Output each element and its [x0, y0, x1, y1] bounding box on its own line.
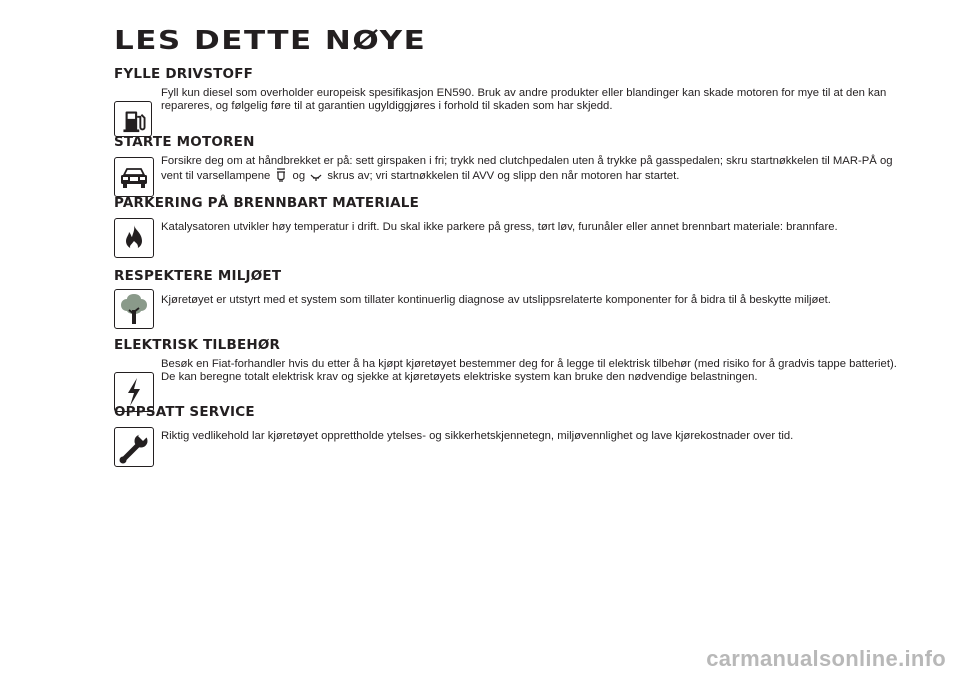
glow-plug-icon — [275, 168, 287, 182]
watermark-text: carmanualsonline.info — [706, 646, 946, 671]
section-text: Katalysatoren utvikler høy temperatur i drift. Du skal ikke parkere på gress, tørt løv, furunåler eller annet brennbart materiale: brannfare. — [161, 221, 838, 233]
section-heading: ELEKTRISK TILBEHØR — [114, 337, 281, 353]
fuel-pump-icon — [114, 101, 152, 137]
section-text: Kjøretøyet er utstyrt med et system som tillater kontinuerlig diagnose av utslippsrelaterte komponenter for å bidra til å beskytte miljøet. — [161, 294, 831, 306]
section-service — [114, 404, 914, 443]
section-text: Riktig vedlikehold lar kjøretøyet opprettholde ytelses- og sikkerhetskjennetegn, miljøvennlighet og lave kjørekostnader over tid. — [161, 430, 794, 442]
car-front-icon — [114, 157, 154, 197]
text-after: skrus av; vri startnøkkelen til AVV og slipp den når motoren har startet. — [327, 170, 680, 182]
text-middle: og — [292, 170, 306, 182]
section-heading: PARKERING PÅ BRENNBART MATERIALE — [114, 195, 420, 211]
section-text: Besøk en Fiat-forhandler hvis du etter å ha kjøpt kjøretøyet bestemmer deg for å legge til elektrisk tilbehør (med risiko for å gradvis tappe batteriet). De kan beregne totalt elektrisk krav og sjekke at kjøretøyets elektriske system kan bruke den nødvendige belastningen. — [161, 358, 897, 383]
section-start-engine — [114, 134, 914, 183]
section-electrical — [114, 337, 914, 384]
warning-lamp-icon — [310, 174, 322, 182]
section-heading: FYLLE DRIVSTOFF — [114, 66, 254, 82]
wrench-icon — [114, 427, 154, 467]
section-heading: OPPSATT SERVICE — [114, 404, 255, 420]
section-parking — [114, 195, 914, 234]
section-heading: RESPEKTERE MILJØET — [114, 268, 282, 284]
section-heading: STARTE MOTOREN — [114, 134, 255, 150]
section-fuel — [114, 66, 914, 113]
flame-icon — [114, 218, 154, 258]
section-environment — [114, 268, 914, 307]
tree-icon — [114, 289, 154, 329]
page-title: LES DETTE NØYE — [114, 26, 427, 56]
text-before: Forsikre deg om at håndbrekket er på: sett girspaken i fri; trykk ned clutchpedalen uten å trykke på gasspedalen; skru startnøkkelen til MAR-PÅ og vent til varsellampene — [161, 155, 893, 182]
section-text: Fyll kun diesel som overholder europeisk spesifikasjon EN590. Bruk av andre produkter eller blandinger kan skade motoren for mye til at den kan repareres, og følgelig føre til at garantien ugyldiggjøres i forhold til skaden som har skjedd. — [161, 87, 887, 112]
section-text — [161, 155, 911, 183]
